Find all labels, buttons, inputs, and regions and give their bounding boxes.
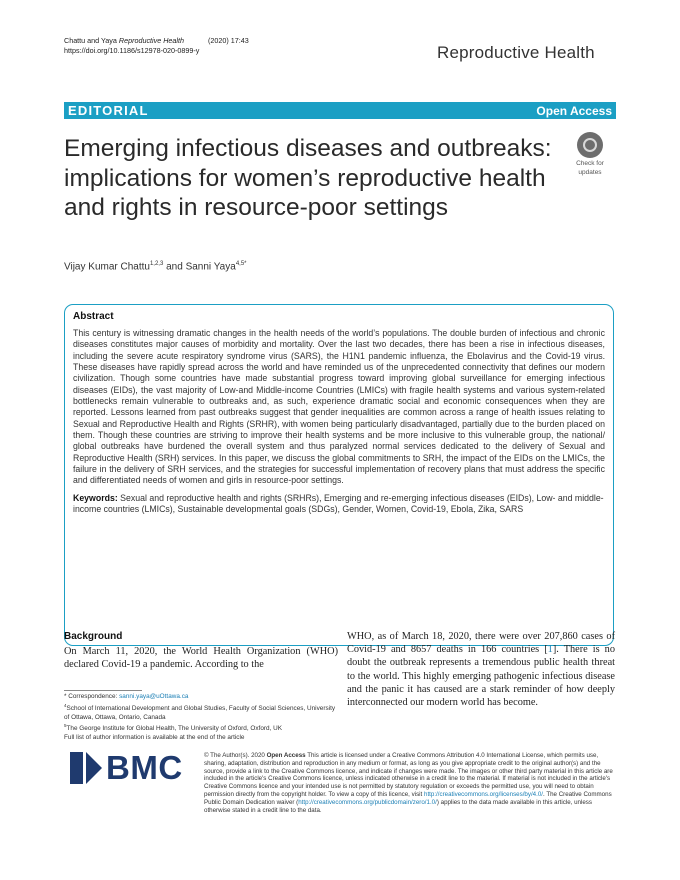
article-type-label: EDITORIAL <box>68 103 149 118</box>
abstract-body: This century is witnessing dramatic changes in the health needs of the world’s populations. The double burden of infectious and chronic diseases constitutes major causes of morbidity and mortality. Over the last two decades, there has been a rise in infectious diseases, including the severe acute respiratory syndrome virus (SARS), the H1N1 pandemic influenza, the Ebolavirus and the Covid-19 virus. These diseases have rapidly spread across the world and have reminded us of the unprecedented connectivity that defines our modern civilization. Though some countries have made substantial progress toward improving global surveillance for emerging infectious diseases (EIDs), the vast majority of Low-and Middle-income Countries (LMICs) with fragile health systems and various system-related bottlenecks remain vulnerable to outbreaks and, as such, experience dramatic social and economic consequences when they are reported. Lessons learned from past outbreaks suggest that gender inequalities are common across a range of health issues relating to Sexual and Reproductive Health and Rights (SRHR), with women being particularly disadvantaged, partially due to the burden placed on them. Though these countries are striving to improve their health systems and be more inclusive to this vulnerable group, the national/ global outbreaks have burdened the overall system and thus paralyzed normal services dedicated to the delivery of Sexual and Reproductive Health (SRH) services. In this paper, we discuss the global commitments to SRH, the impact of the EIDs on the LMICs, the failure in the delivery of SRH services, and the strategies for successful implementation of recovery plans that must address the specific and differentiated needs of women and girls in resource-poor settings. <box>73 328 605 486</box>
body-text: ]. There is no doubt the outbreak represents a tremendous public health threat to the world. This highly emerging pathogenic infectious disease and the panic it has caused are a stark reminder of how deeply interconnected our modern world has become. <box>347 644 615 709</box>
citation-line <box>64 36 249 46</box>
affiliation-5 <box>64 722 342 734</box>
badge-line2: updates <box>578 169 602 176</box>
license-body: ) applies to the data made available in this article, unless otherwise stated in a credit line to the data. <box>204 798 592 814</box>
affiliation-text: The George Institute for Global Health, The University of Oxford, Oxford, UK <box>66 725 282 733</box>
copyright: © The Author(s). 2020 <box>204 752 265 759</box>
license-body: This article is licensed under a Creative Commons Attribution 4.0 International License, which permits use, sharing, adaptation, distribution and reproduction in any medium or format, as long as you give appropriate credit to the original author(s) and the source, provide a link to the Creative Commons licence, and indicate if changes were made. The images or other third party material in this article are included in the article's Creative Commons licence, unless indicated otherwise in a credit line to the material. If material is not included in the article's Creative Commons licence and your intended use is not permitted by statutory regulation or exceeds the permitted use, you will need to obtain permission directly from the copyright holder. To view a copy of this licence, visit <box>204 752 613 798</box>
correspondence-email[interactable]: sanni.yaya@uOttawa.ca <box>119 693 189 700</box>
badge-line1: Check for <box>576 160 604 167</box>
section-heading-background: Background <box>64 631 123 642</box>
license-body: . The Creative Commons Public Domain Dedication waiver ( <box>204 790 612 806</box>
keywords-label: Keywords: <box>73 492 118 503</box>
author-conjunction: and <box>166 261 183 273</box>
license-link[interactable]: http://creativecommons.org/licenses/by/4.0/ <box>424 790 543 798</box>
abstract-box <box>64 304 614 646</box>
abstract-heading: Abstract <box>73 311 114 322</box>
citation-meta: (2020) 17:43 <box>208 36 249 45</box>
author-name[interactable]: Sanni Yaya <box>185 261 236 273</box>
license-oa-label: Open Access <box>266 752 306 759</box>
open-access-label: Open Access <box>536 104 612 118</box>
body-text: WHO, as of March 18, 2020, there were over 207,860 cases of Covid-19 and 8657 deaths in 166 countries [ <box>347 631 615 656</box>
license-text <box>204 752 614 814</box>
author-name[interactable]: Vijay Kumar Chattu <box>64 261 150 273</box>
author-line <box>64 261 247 272</box>
bmc-logo[interactable] <box>70 749 192 786</box>
body-column-left: On March 11, 2020, the World Health Organization (WHO) declared Covid-19 a pandemic. According to the <box>64 646 338 671</box>
keywords-list: Sexual and reproductive health and rights (SRHRs), Emerging and re-emerging infectious diseases (EIDs), Low- and middle-income countries (LMICs), Sustainable developmental goals (SDGs), Gender, Women, Covid-19, Ebola, Zika, SARS <box>73 492 604 515</box>
bmc-logo-icon <box>70 752 102 784</box>
public-domain-link[interactable]: http://creativecommons.org/publicdomain/zero/1.0/ <box>298 798 437 806</box>
citation-authors: Chattu and Yaya <box>64 36 117 45</box>
bmc-logo-text: BMC <box>106 749 183 786</box>
affiliation-text: School of International Development and Global Studies, Faculty of Social Sciences, University of Ottawa, Ottawa, Ontario, Canada <box>64 704 336 721</box>
author-affiliation-mark: 1,2,3 <box>149 261 164 267</box>
correspondence <box>64 693 342 702</box>
affiliation-mark: 4 <box>64 702 67 708</box>
doi-link[interactable]: https://doi.org/10.1186/s12978-020-0899-y <box>64 46 200 55</box>
correspondence-label: * Correspondence: <box>64 693 118 700</box>
affiliation-4 <box>64 702 342 723</box>
author-affiliation-mark: 4,5* <box>235 261 247 267</box>
citation-journal: Reproductive Health <box>118 36 185 45</box>
body-column-right <box>347 630 615 709</box>
reference-link[interactable]: 1 <box>547 644 553 656</box>
check-for-updates-badge[interactable] <box>567 132 613 176</box>
keywords <box>73 493 605 516</box>
article-title: Emerging infectious diseases and outbreaks: implications for women’s reproductive health and rights in resource-poor settings <box>64 135 552 221</box>
affiliation-mark: 5 <box>64 723 67 729</box>
full-list-note: Full list of author information is available at the end of the article <box>64 734 245 742</box>
journal-name: Reproductive Health <box>437 43 595 62</box>
footnote-divider <box>64 690 142 691</box>
footnotes <box>64 693 342 743</box>
check-updates-icon <box>577 132 603 158</box>
article-type-banner <box>64 102 616 119</box>
